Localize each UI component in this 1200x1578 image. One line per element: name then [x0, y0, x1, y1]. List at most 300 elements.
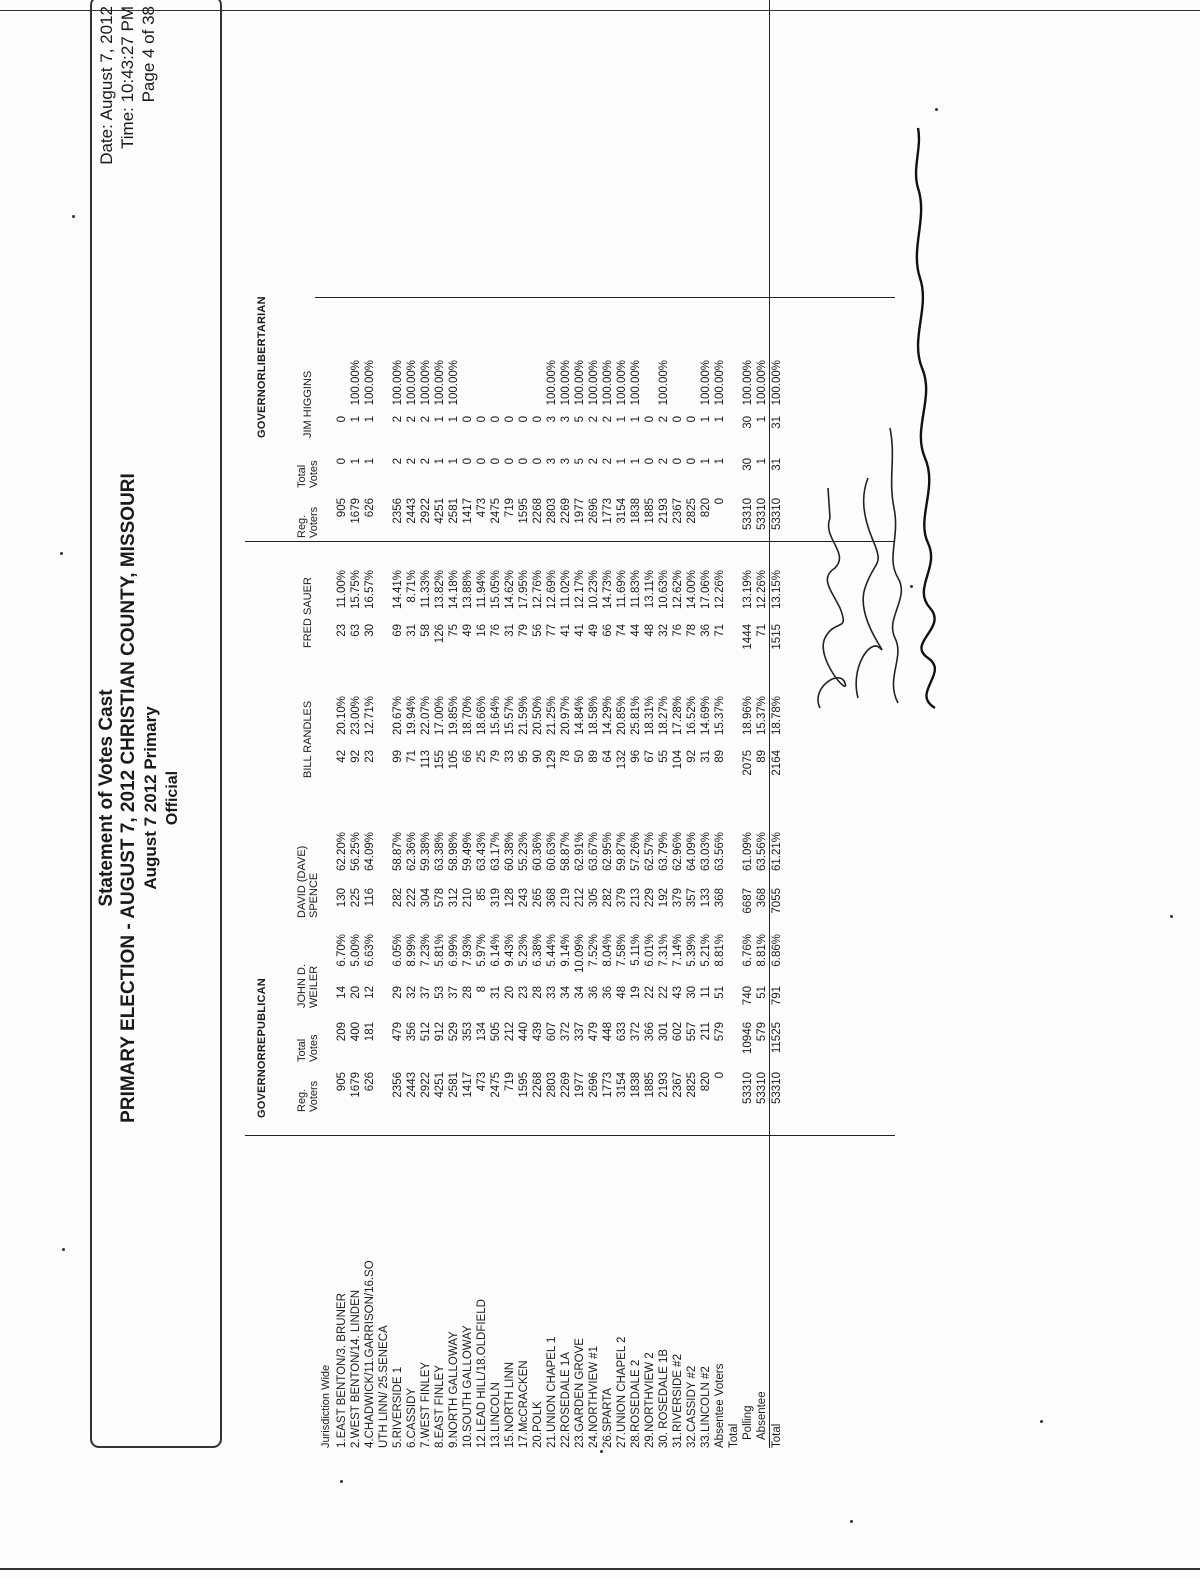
reg-voters-cell: 1838: [630, 1072, 642, 1098]
higgins-pct-cell: 100.00%: [406, 360, 418, 406]
total-votes-cell: 11525: [771, 1022, 783, 1054]
reg-voters-cell: 626: [364, 1072, 376, 1092]
sauer-votes-cell: 75: [448, 624, 460, 637]
higgins-pct-cell: 100.00%: [602, 360, 614, 406]
table-row: [475, 0, 489, 1448]
weiler-pct-cell: 9.14%: [560, 934, 572, 967]
lib-reg-voters-cell: 4251: [434, 498, 446, 524]
randles-pct-cell: 12.71%: [364, 696, 376, 736]
spence-pct-cell: 63.38%: [434, 832, 446, 872]
higgins-pct-cell: 100.00%: [742, 360, 754, 406]
total-votes-cell: 479: [392, 1022, 404, 1042]
randles-votes-cell: 89: [714, 750, 726, 763]
jurisdiction-name: 17.McCRACKEN: [518, 1360, 530, 1448]
weiler-pct-cell: 6.70%: [336, 934, 348, 967]
jurisdiction-name: Absentee Voters: [714, 1363, 726, 1448]
spence-votes-cell: 6687: [742, 888, 754, 914]
randles-votes-cell: 95: [518, 750, 530, 763]
reg-voters-cell: 905: [336, 1072, 348, 1092]
spence-pct-cell: 59.87%: [616, 832, 628, 872]
weiler-votes-cell: 20: [350, 986, 362, 999]
weiler-pct-cell: 6.99%: [448, 934, 460, 967]
weiler-votes-cell: 31: [490, 986, 502, 999]
spence-votes-cell: 116: [364, 888, 376, 907]
spence-pct-cell: 63.03%: [700, 832, 712, 872]
sauer-votes-cell: 16: [476, 624, 488, 637]
col-weiler: JOHN D. WEILER: [296, 964, 320, 1008]
spence-votes-cell: 128: [504, 888, 516, 908]
signature-block: [810, 8, 960, 728]
weiler-pct-cell: 7.23%: [420, 934, 432, 967]
sauer-votes-cell: 66: [602, 624, 614, 637]
spence-pct-cell: 64.09%: [364, 832, 376, 872]
sauer-votes-cell: 77: [546, 624, 558, 637]
spence-votes-cell: 368: [714, 888, 726, 908]
sauer-pct-cell: 12.26%: [756, 570, 768, 610]
spence-pct-cell: 63.67%: [588, 832, 600, 872]
weiler-pct-cell: 5.11%: [630, 934, 642, 966]
sauer-votes-cell: 74: [616, 624, 628, 637]
spence-votes-cell: 133: [700, 888, 712, 908]
randles-pct-cell: 19.85%: [448, 696, 460, 736]
spence-votes-cell: 85: [476, 888, 488, 901]
weiler-votes-cell: 51: [714, 986, 726, 999]
spence-votes-cell: 229: [644, 888, 656, 908]
spence-pct-cell: 62.36%: [406, 832, 418, 872]
lib-total-votes-cell: 2: [588, 458, 600, 465]
randles-pct-cell: 17.28%: [672, 696, 684, 736]
table-row: [517, 0, 531, 1448]
lib-reg-voters-cell: 2475: [490, 498, 502, 524]
lib-total-votes-cell: 2: [392, 458, 404, 465]
table-row: [419, 0, 433, 1448]
weiler-pct-cell: 5.39%: [686, 934, 698, 967]
spence-votes-cell: 312: [448, 888, 460, 908]
randles-votes-cell: 92: [686, 750, 698, 763]
sauer-votes-cell: 31: [504, 624, 516, 637]
sauer-pct-cell: 15.05%: [490, 570, 502, 610]
higgins-votes-cell: 0: [672, 416, 684, 423]
table-row: [755, 0, 769, 1448]
spence-pct-cell: 60.63%: [546, 832, 558, 872]
higgins-votes-cell: 0: [462, 416, 474, 423]
randles-votes-cell: 2075: [742, 750, 754, 776]
jurisdiction-name: 27.UNION CHAPEL 2: [616, 1336, 628, 1448]
sauer-votes-cell: 32: [658, 624, 670, 637]
total-votes-cell: 633: [616, 1022, 628, 1042]
sauer-pct-cell: 11.83%: [630, 570, 642, 609]
spence-pct-cell: 60.38%: [504, 832, 516, 872]
randles-pct-cell: 20.67%: [392, 696, 404, 736]
higgins-pct-cell: 100.00%: [364, 360, 376, 406]
lib-total-votes-cell: 1: [448, 458, 460, 465]
sauer-votes-cell: 78: [686, 624, 698, 637]
sauer-votes-cell: 23: [336, 624, 348, 637]
jurisdiction-name: 31.RIVERSIDE #2: [672, 1354, 684, 1448]
higgins-votes-cell: 31: [771, 416, 783, 429]
higgins-votes-cell: 0: [644, 416, 656, 423]
lib-reg-voters-cell: 53310: [771, 498, 783, 530]
higgins-pct-cell: 100.00%: [630, 360, 642, 406]
randles-votes-cell: 96: [630, 750, 642, 763]
randles-votes-cell: 155: [434, 750, 446, 770]
total-votes-cell: 353: [462, 1022, 474, 1042]
spence-votes-cell: 282: [602, 888, 614, 908]
randles-votes-cell: 79: [490, 750, 502, 763]
weiler-votes-cell: 30: [686, 986, 698, 999]
lib-reg-voters-cell: 1885: [644, 498, 656, 524]
reg-voters-cell: 1885: [644, 1072, 656, 1098]
weiler-pct-cell: 9.43%: [504, 934, 516, 967]
randles-pct-cell: 18.31%: [644, 696, 656, 736]
weiler-pct-cell: 5.23%: [518, 934, 530, 967]
weiler-votes-cell: 23: [518, 986, 530, 999]
table-row: [335, 0, 349, 1448]
report-title: Statement of Votes Cast: [96, 689, 117, 907]
reg-voters-cell: 0: [714, 1072, 726, 1079]
sauer-votes-cell: 41: [560, 624, 572, 637]
randles-pct-cell: 18.78%: [771, 696, 783, 736]
reg-voters-cell: 1773: [602, 1072, 614, 1098]
total-votes-cell: 557: [686, 1022, 698, 1042]
col-sauer: FRED SAUER: [302, 577, 314, 648]
weiler-pct-cell: 6.63%: [364, 934, 376, 967]
weiler-votes-cell: 28: [532, 986, 544, 999]
report-meta: [96, 6, 159, 266]
randles-pct-cell: 21.59%: [518, 696, 530, 736]
reg-voters-cell: 4251: [434, 1072, 446, 1098]
spence-pct-cell: 63.43%: [476, 832, 488, 872]
higgins-votes-cell: 1: [364, 416, 376, 423]
lib-reg-voters-cell: 2356: [392, 498, 404, 524]
col-lib-total-votes: Total Votes: [296, 460, 320, 488]
randles-pct-cell: 20.10%: [336, 696, 348, 736]
lib-reg-voters-cell: 1595: [518, 498, 530, 524]
jurisdiction-name: 2.WEST BENTON/14. LINDEN: [350, 1289, 362, 1448]
lib-reg-voters-cell: 2443: [406, 498, 418, 524]
total-votes-cell: 301: [658, 1022, 670, 1042]
total-votes-cell: 134: [476, 1022, 488, 1042]
table-row: [685, 0, 699, 1448]
scan-speck: [340, 1480, 343, 1483]
lib-total-votes-cell: 2: [406, 458, 418, 465]
table-row: [391, 0, 405, 1448]
scan-speck: [1170, 915, 1173, 918]
sauer-pct-cell: 8.71%: [406, 570, 418, 603]
randles-votes-cell: 89: [588, 750, 600, 763]
lib-total-votes-cell: 0: [532, 458, 544, 465]
lib-reg-voters-cell: 0: [714, 498, 726, 505]
spence-pct-cell: 63.56%: [756, 832, 768, 872]
spence-pct-cell: 62.20%: [336, 832, 348, 872]
weiler-pct-cell: 10.09%: [574, 934, 586, 974]
weiler-pct-cell: 8.04%: [602, 934, 614, 967]
lib-reg-voters-cell: 1773: [602, 498, 614, 524]
higgins-votes-cell: 2: [406, 416, 418, 423]
table-row: [503, 0, 517, 1448]
total-votes-cell: 356: [406, 1022, 418, 1042]
weiler-pct-cell: 6.14%: [490, 934, 502, 967]
randles-votes-cell: 104: [672, 750, 684, 770]
lib-total-votes-cell: 1: [434, 458, 446, 465]
sauer-votes-cell: 58: [420, 624, 432, 637]
report-date: Date: August 7, 2012: [97, 6, 116, 165]
table-row: [657, 0, 671, 1448]
sauer-votes-cell: 48: [644, 624, 656, 637]
sauer-pct-cell: 12.69%: [546, 570, 558, 610]
reg-voters-cell: 2825: [686, 1072, 698, 1098]
weiler-votes-cell: 43: [672, 986, 684, 999]
reg-voters-cell: 2269: [560, 1072, 572, 1098]
higgins-pct-cell: 100.00%: [771, 360, 783, 406]
total-votes-cell: 181: [364, 1022, 376, 1042]
sauer-pct-cell: 14.41%: [392, 570, 404, 610]
weiler-votes-cell: 34: [560, 986, 572, 999]
jurisdiction-name: 10.SOUTH GALLOWAY: [462, 1325, 474, 1448]
reg-voters-cell: 2696: [588, 1072, 600, 1098]
randles-votes-cell: 31: [700, 750, 712, 763]
jurisdiction-name: 30. ROSEDALE 1B: [658, 1348, 670, 1448]
weiler-votes-cell: 37: [448, 986, 460, 999]
sauer-pct-cell: 14.18%: [448, 570, 460, 610]
sauer-votes-cell: 56: [532, 624, 544, 637]
randles-votes-cell: 92: [350, 750, 362, 763]
higgins-votes-cell: 2: [602, 416, 614, 423]
weiler-votes-cell: 22: [658, 986, 670, 999]
table-row: [601, 0, 615, 1448]
lib-reg-voters-cell: 2803: [546, 498, 558, 524]
total-votes-cell: 579: [714, 1022, 726, 1042]
page-number: Page 4 of 38: [139, 6, 158, 103]
higgins-pct-cell: 100.00%: [434, 360, 446, 406]
randles-pct-cell: 22.07%: [420, 696, 432, 736]
spence-votes-cell: 304: [420, 888, 432, 908]
spence-pct-cell: 58.87%: [560, 832, 572, 872]
randles-pct-cell: 18.66%: [476, 696, 488, 736]
randles-votes-cell: 64: [602, 750, 614, 763]
total-votes-cell: 211: [700, 1022, 712, 1041]
lib-reg-voters-cell: 2581: [448, 498, 460, 524]
higgins-pct-cell: 100.00%: [392, 360, 404, 406]
reg-voters-cell: 3154: [616, 1072, 628, 1098]
spence-pct-cell: 62.96%: [672, 832, 684, 872]
lib-total-votes-cell: 0: [686, 458, 698, 465]
total-votes-cell: 479: [588, 1022, 600, 1042]
table-row: [587, 0, 601, 1448]
higgins-votes-cell: 0: [504, 416, 516, 423]
sauer-pct-cell: 13.82%: [434, 570, 446, 610]
jurisdiction-name: 22.ROSEDALE 1A: [560, 1352, 572, 1448]
lib-reg-voters-cell: 2193: [658, 498, 670, 524]
spence-pct-cell: 58.87%: [392, 832, 404, 872]
randles-votes-cell: 25: [476, 750, 488, 763]
sauer-votes-cell: 49: [588, 624, 600, 637]
randles-pct-cell: 20.50%: [532, 696, 544, 736]
total-votes-cell: 505: [490, 1022, 502, 1042]
jurisdiction-name: 20.POLK: [532, 1401, 544, 1448]
sauer-votes-cell: 1444: [742, 624, 754, 650]
spence-votes-cell: 265: [532, 888, 544, 908]
report-title-block: [96, 298, 184, 1298]
sauer-votes-cell: 69: [392, 624, 404, 637]
sauer-pct-cell: 10.23%: [588, 570, 600, 610]
weiler-pct-cell: 7.14%: [672, 934, 684, 967]
spence-votes-cell: 7055: [771, 888, 783, 914]
table-row: [713, 0, 727, 1448]
reg-voters-cell: 1417: [462, 1072, 474, 1098]
sauer-pct-cell: 17.06%: [700, 570, 712, 610]
sauer-votes-cell: 71: [756, 624, 768, 637]
spence-votes-cell: 305: [588, 888, 600, 908]
spence-votes-cell: 243: [518, 888, 530, 908]
weiler-pct-cell: 7.52%: [588, 934, 600, 967]
spence-votes-cell: 130: [336, 888, 348, 908]
reg-voters-cell: 2367: [672, 1072, 684, 1098]
spence-votes-cell: 212: [574, 888, 586, 908]
lib-reg-voters-cell: 719: [504, 498, 516, 518]
weiler-pct-cell: 7.31%: [658, 934, 670, 967]
lib-reg-voters-cell: 626: [364, 498, 376, 518]
lib-reg-voters-cell: 2367: [672, 498, 684, 524]
randles-pct-cell: 20.97%: [560, 696, 572, 736]
randles-votes-cell: 105: [448, 750, 460, 770]
lib-total-votes-cell: 1: [364, 458, 376, 465]
randles-pct-cell: 17.00%: [434, 696, 446, 736]
weiler-votes-cell: 33: [546, 986, 558, 999]
higgins-pct-cell: 100.00%: [560, 360, 572, 406]
lib-total-votes-cell: 1: [714, 458, 726, 465]
report-time: Time: 10:43:27 PM: [118, 6, 137, 149]
lib-reg-voters-cell: 2269: [560, 498, 572, 524]
randles-votes-cell: 33: [504, 750, 516, 763]
table-row: [559, 0, 573, 1448]
randles-votes-cell: 2164: [771, 750, 783, 776]
higgins-votes-cell: 0: [490, 416, 502, 423]
sauer-votes-cell: 76: [672, 624, 684, 637]
randles-votes-cell: 42: [336, 750, 348, 763]
randles-votes-cell: 89: [756, 750, 768, 763]
randles-votes-cell: 23: [364, 750, 376, 763]
higgins-votes-cell: 0: [336, 416, 348, 423]
higgins-votes-cell: 5: [574, 416, 586, 423]
jurisdiction-name: Polling: [742, 1405, 754, 1440]
lib-total-votes-cell: 30: [742, 458, 754, 471]
col-lib-reg-voters: Reg. Voters: [296, 506, 320, 538]
higgins-votes-cell: 1: [700, 416, 712, 423]
table-row: [349, 0, 363, 1448]
lib-total-votes-cell: 0: [672, 458, 684, 465]
randles-pct-cell: 16.52%: [686, 696, 698, 736]
lib-reg-voters-cell: 1679: [350, 498, 362, 524]
weiler-pct-cell: 8.81%: [756, 934, 768, 967]
higgins-pct-cell: 100.00%: [588, 360, 600, 406]
randles-pct-cell: 14.69%: [700, 696, 712, 736]
weiler-votes-cell: 22: [644, 986, 656, 999]
libertarian-section-header: GOVERNORLIBERTARIAN: [256, 296, 268, 438]
weiler-votes-cell: 20: [504, 986, 516, 999]
weiler-votes-cell: 48: [616, 986, 628, 999]
lib-reg-voters-cell: 1417: [462, 498, 474, 524]
sauer-pct-cell: 11.02%: [560, 570, 572, 609]
weiler-votes-cell: 32: [406, 986, 418, 999]
spence-pct-cell: 56.25%: [350, 832, 362, 872]
weiler-pct-cell: 7.93%: [462, 934, 474, 967]
total-votes-cell: 337: [574, 1022, 586, 1042]
higgins-votes-cell: 2: [588, 416, 600, 423]
table-row: [741, 0, 755, 1448]
randles-pct-cell: 18.58%: [588, 696, 600, 736]
jurisdiction-name: 23.GARDEN GROVE: [574, 1338, 586, 1448]
randles-pct-cell: 15.64%: [490, 696, 502, 736]
total-votes-cell: 607: [546, 1022, 558, 1042]
higgins-pct-cell: 100.00%: [350, 360, 362, 406]
weiler-pct-cell: 6.01%: [644, 934, 656, 967]
spence-pct-cell: 60.36%: [532, 832, 544, 872]
jurisdiction-name: 15.NORTH LINN: [504, 1361, 516, 1448]
total-votes-cell: 529: [448, 1022, 460, 1042]
sauer-pct-cell: 12.17%: [574, 570, 586, 610]
sauer-pct-cell: 13.88%: [462, 570, 474, 610]
randles-pct-cell: 19.94%: [406, 696, 418, 736]
weiler-votes-cell: 36: [602, 986, 614, 999]
randles-votes-cell: 113: [420, 750, 432, 769]
jurisdiction-name: UTH LINN/ 25.SENECA: [378, 1325, 390, 1448]
randles-votes-cell: 55: [658, 750, 670, 763]
reg-voters-cell: 2268: [532, 1072, 544, 1098]
reg-voters-cell: 53310: [742, 1072, 754, 1104]
sauer-votes-cell: 76: [490, 624, 502, 637]
sauer-pct-cell: 13.15%: [771, 570, 783, 610]
randles-pct-cell: 21.25%: [546, 696, 558, 736]
randles-votes-cell: 129: [546, 750, 558, 770]
higgins-votes-cell: 2: [392, 416, 404, 423]
jurisdiction-name: 33.LINCOLN #2: [700, 1366, 712, 1448]
weiler-pct-cell: 6.76%: [742, 934, 754, 967]
sauer-votes-cell: 71: [714, 624, 726, 637]
lib-total-votes-cell: 0: [462, 458, 474, 465]
lib-reg-voters-cell: 2922: [420, 498, 432, 524]
reg-voters-cell: 473: [476, 1072, 488, 1092]
spence-pct-cell: 59.49%: [462, 832, 474, 872]
spence-pct-cell: 55.23%: [518, 832, 530, 872]
lib-reg-voters-cell: 1838: [630, 498, 642, 524]
sauer-pct-cell: 12.26%: [714, 570, 726, 610]
higgins-pct-cell: 100.00%: [546, 360, 558, 406]
randles-pct-cell: 23.00%: [350, 696, 362, 736]
reg-voters-cell: 2475: [490, 1072, 502, 1098]
sauer-pct-cell: 14.73%: [602, 570, 614, 610]
higgins-votes-cell: 1: [714, 416, 726, 423]
table-row: [363, 0, 377, 1448]
jurisdiction-name: 9.NORTH GALLOWAY: [448, 1331, 460, 1448]
table-row: [545, 0, 559, 1448]
weiler-pct-cell: 5.00%: [350, 934, 362, 967]
sauer-votes-cell: 126: [434, 624, 446, 644]
sauer-pct-cell: 17.95%: [518, 570, 530, 610]
spence-pct-cell: 59.38%: [420, 832, 432, 872]
lib-total-votes-cell: 0: [504, 458, 516, 465]
spence-votes-cell: 379: [616, 888, 628, 908]
randles-votes-cell: 71: [406, 750, 418, 763]
higgins-pct-cell: 100.00%: [420, 360, 432, 406]
bottom-rule: [0, 1568, 1200, 1570]
reg-voters-cell: 820: [700, 1072, 712, 1092]
spence-votes-cell: 213: [630, 888, 642, 908]
randles-votes-cell: 78: [560, 750, 572, 763]
jurisdiction-name: 21.UNION CHAPEL 1: [546, 1336, 558, 1448]
lib-reg-voters-cell: 820: [700, 498, 712, 518]
scan-speck: [850, 1520, 853, 1523]
